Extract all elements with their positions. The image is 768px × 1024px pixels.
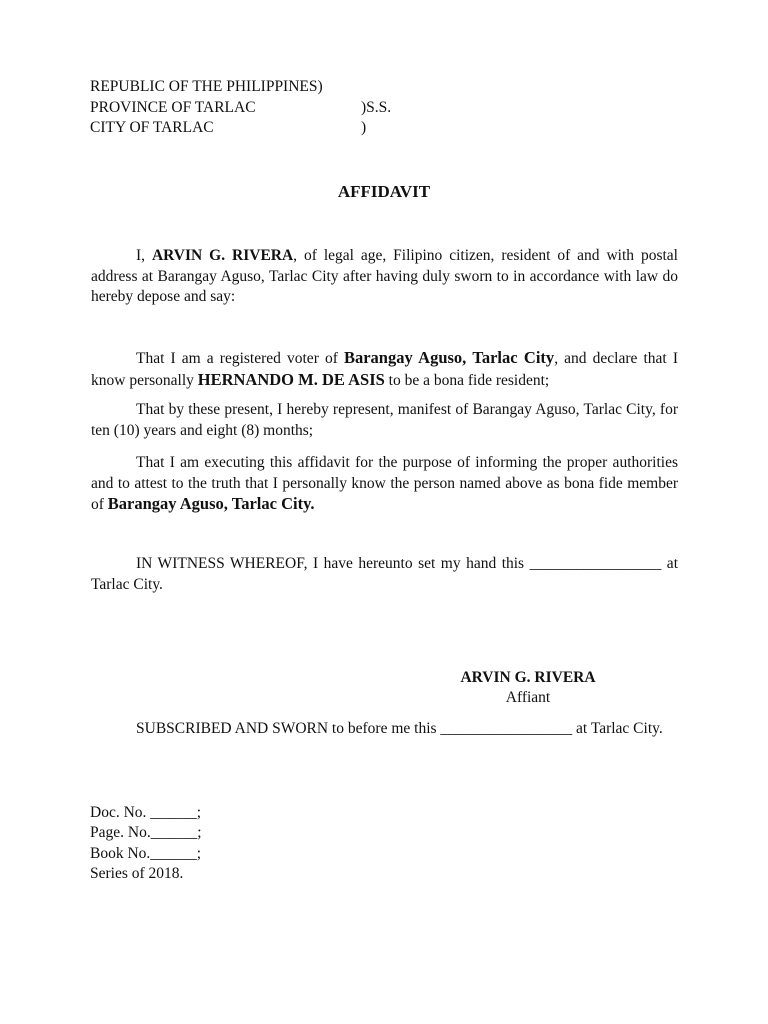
intro-paragraph <box>91 246 678 308</box>
venue-line-republic <box>90 77 430 97</box>
venue-city-paren: ) <box>361 119 367 136</box>
voter-paragraph <box>91 348 678 391</box>
venue-city-text: CITY OF TARLAC <box>90 119 214 136</box>
affiant-signature-name: ARVIN G. RIVERA <box>460 669 596 686</box>
jurat-paragraph: SUBSCRIBED AND SWORN to before me this _________________ at Tarlac City. <box>136 720 663 737</box>
venue-province-text: PROVINCE OF TARLAC <box>90 99 256 116</box>
witness-paragraph: IN WITNESS WHEREOF, I have hereunto set my hand this _________________ at Tarlac City. <box>91 555 678 593</box>
series-year: Series of 2018. <box>90 865 184 882</box>
book-number: Book No.______; <box>90 845 202 862</box>
resident-name: HERNANDO M. DE ASIS <box>197 369 385 389</box>
affiant-name-inline: ARVIN G. RIVERA <box>151 247 294 264</box>
voter-text-3: to be a bona fide resident; <box>384 371 550 389</box>
voter-text-2: , and declare that I know personally <box>91 350 678 389</box>
venue-line-province <box>90 98 430 118</box>
doc-number: Doc. No. ______; <box>90 804 202 821</box>
affiant-role-label: Affiant <box>505 689 551 706</box>
document-title: AFFIDAVIT <box>337 182 431 201</box>
intro-text-2: , of legal age, Filipino citizen, resident of and with postal address at Barangay Aguso, Tarlac City after having duly sworn to in accordance with law do hereby depose and say: <box>91 247 678 305</box>
signature-block <box>452 668 604 708</box>
intro-text-1: I, <box>136 247 152 264</box>
residency-paragraph: That by these present, I hereby represent, manifest of Barangay Aguso, Tarlac City, for ten (10) years and eight (8) months; <box>91 401 678 439</box>
venue-republic-text: REPUBLIC OF THE PHILIPPINES) <box>90 78 323 95</box>
venue-line-city <box>90 118 430 138</box>
purpose-text: That I am executing this affidavit for the purpose of informing the proper authorities and to attest to the truth that I personally know the person named above as bona fide member of <box>91 454 678 513</box>
purpose-paragraph <box>91 453 678 516</box>
page-number: Page. No.______; <box>90 824 202 841</box>
venue-ss-marker: )S.S. <box>361 99 392 116</box>
barangay-name-closing: Barangay Aguso, Tarlac City. <box>107 494 315 513</box>
barangay-name: Barangay Aguso, Tarlac City <box>343 348 555 367</box>
voter-text-1: That I am a registered voter of <box>136 350 344 367</box>
